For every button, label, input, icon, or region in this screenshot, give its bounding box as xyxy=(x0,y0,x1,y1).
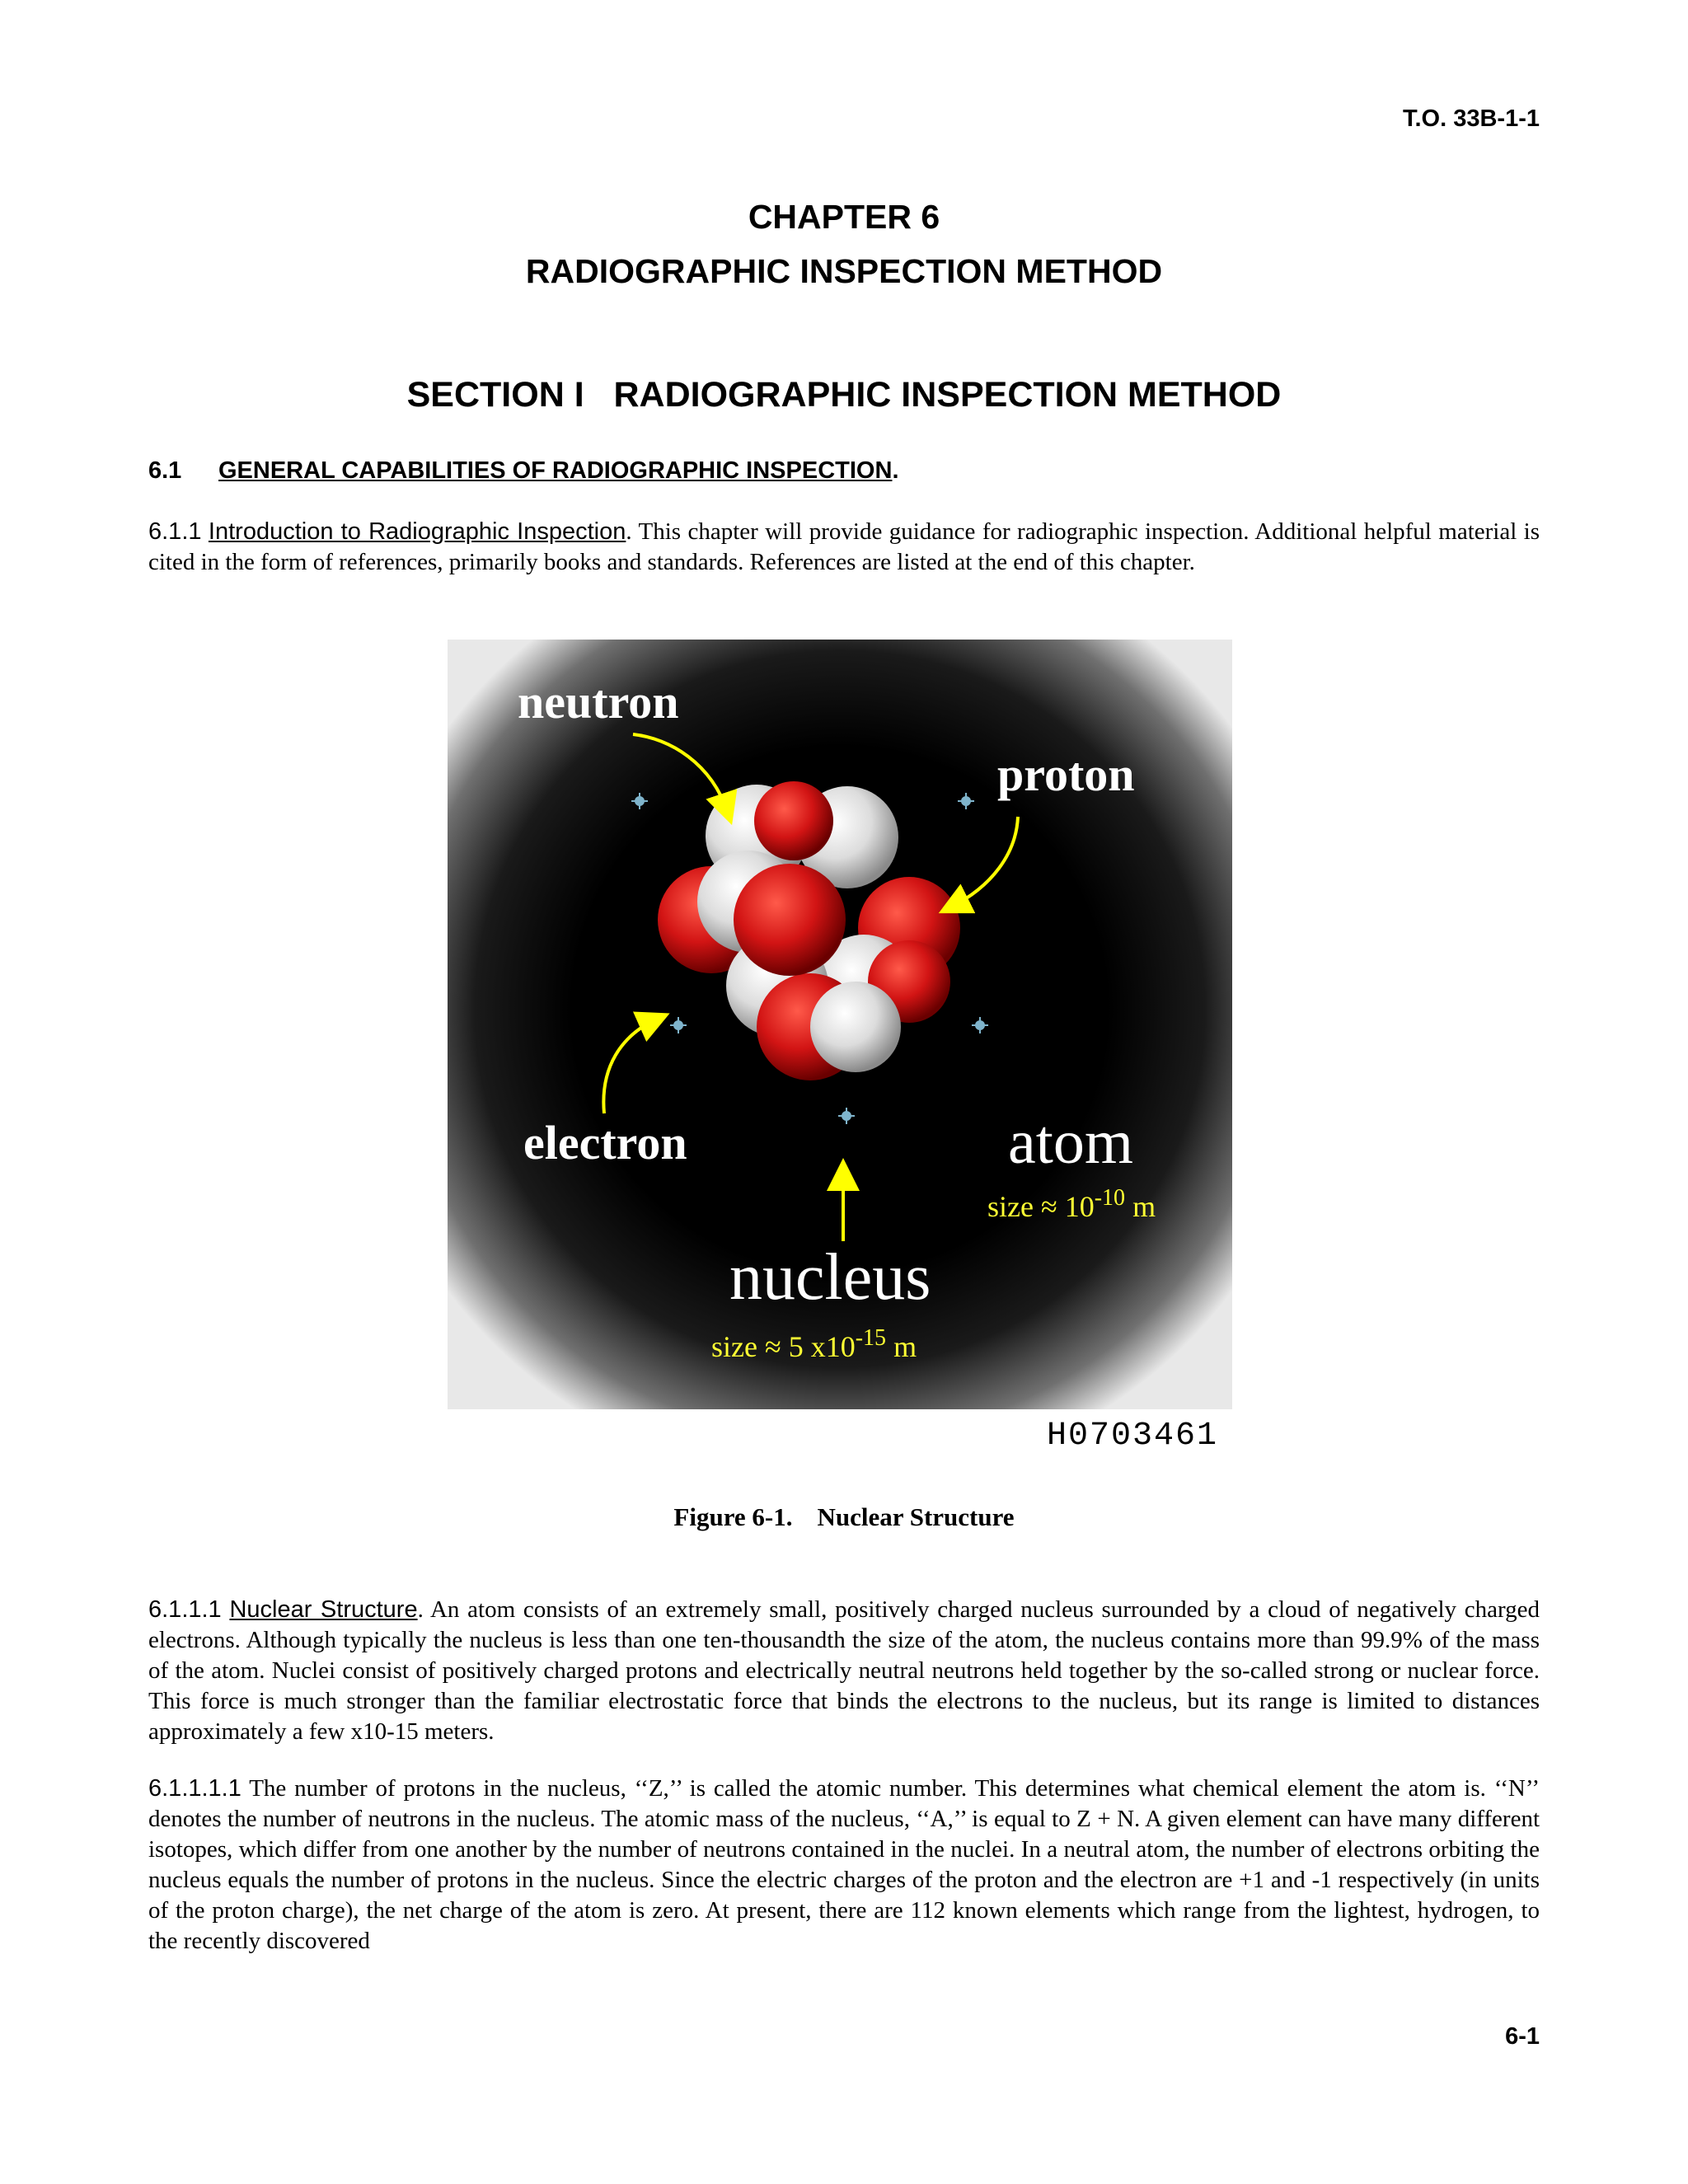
atom-size-base: size ≈ 10 xyxy=(987,1190,1095,1223)
nucleus-label: nucleus xyxy=(729,1241,931,1314)
atom-illustration xyxy=(448,640,1232,1409)
paragraph-text: . This chapter will provide guidance for radiographic inspection. Additional helpful material is cited in the form of references, primarily books and standards. References are listed at the end of this chapter. xyxy=(148,518,1540,575)
electron-label: electron xyxy=(523,1116,687,1169)
paragraph-text: . An atom consists of an extremely small, positively charged nucleus surrounded by a cloud of negatively charged electrons. Although typically the nucleus is less than one ten-thousandth the size of the atom, the nucleus contains more than 99.9% of the mass of the atom. Nuclei consist of positively charged protons and electrically neutral neutrons held together by the so-called strong or nuclear force. This force is much stronger than the familiar electrostatic force that binds the electrons to the nucleus, but its range is limited to distances approximately a few x10-15 meters. xyxy=(148,1596,1540,1745)
neutron-ball xyxy=(810,982,901,1072)
atom-label: atom xyxy=(1008,1108,1133,1177)
paragraph-6-1-1-1-1 xyxy=(148,1774,1540,1957)
nucleus-size-label xyxy=(711,1325,917,1363)
atom-size-unit: m xyxy=(1125,1190,1156,1223)
heading-number: 6.1 xyxy=(148,457,182,484)
neutron-label: neutron xyxy=(518,675,679,729)
heading-6-1 xyxy=(148,457,899,485)
nucleus-size-base: size ≈ 5 x10 xyxy=(711,1330,856,1363)
atom-size-label xyxy=(987,1185,1156,1223)
heading-title: GENERAL CAPABILITIES OF RADIOGRAPHIC INSPECTION xyxy=(218,457,893,484)
chapter-number: CHAPTER 6 xyxy=(748,198,940,236)
paragraph-number: 6.1.1.1.1 xyxy=(148,1775,241,1802)
figure-caption-number: Figure 6-1. xyxy=(673,1502,793,1531)
nucleus-size-unit: m xyxy=(886,1330,917,1363)
page-number: 6-1 xyxy=(1505,2023,1540,2050)
nucleus-size-exponent: -15 xyxy=(855,1325,887,1351)
figure-caption-title: Nuclear Structure xyxy=(817,1502,1015,1531)
paragraph-text: The number of protons in the nucleus, ‘‘Z,’’ is called the atomic number. This determines what chemical element the atom is. ‘‘N’’ denotes the number of neutrons in the nucleus. The atomic mass of the nucleus, ‘‘A,’’ is equal to Z + N. A given element can have many different isotopes, which differ from one another by the number of neutrons contained in the nuclei. In a neutral atom, the number of electrons orbiting the nucleus equals the number of protons in the nucleus. Since the electric charges of the proton and the electron are +1 and -1 respectively (in units of the proton charge), the net charge of the atom is zero. At present, there are 112 known elements which range from the lightest, hydrogen, to the recently discovered xyxy=(148,1775,1540,1954)
section-title: SECTION I RADIOGRAPHIC INSPECTION METHOD xyxy=(406,375,1282,415)
proton-ball xyxy=(754,781,833,860)
paragraph-title: Introduction to Radiographic Inspection xyxy=(208,518,626,545)
figure-caption xyxy=(0,1502,1688,1532)
chapter-title: RADIOGRAPHIC INSPECTION METHOD xyxy=(525,252,1163,290)
atom-size-exponent: -10 xyxy=(1094,1185,1126,1211)
paragraph-6-1-1 xyxy=(148,517,1540,578)
figure-id: H0703461 xyxy=(1047,1418,1219,1455)
heading-period: . xyxy=(892,457,899,484)
proton-label: proton xyxy=(997,748,1135,801)
nuclear-structure-figure xyxy=(448,640,1232,1409)
proton-ball xyxy=(734,864,846,976)
paragraph-6-1-1-1 xyxy=(148,1595,1540,1747)
paragraph-title: Nuclear Structure xyxy=(229,1596,418,1623)
paragraph-number: 6.1.1 xyxy=(148,518,202,545)
paragraph-number: 6.1.1.1 xyxy=(148,1596,222,1623)
document-number: T.O. 33B-1-1 xyxy=(1403,105,1540,132)
